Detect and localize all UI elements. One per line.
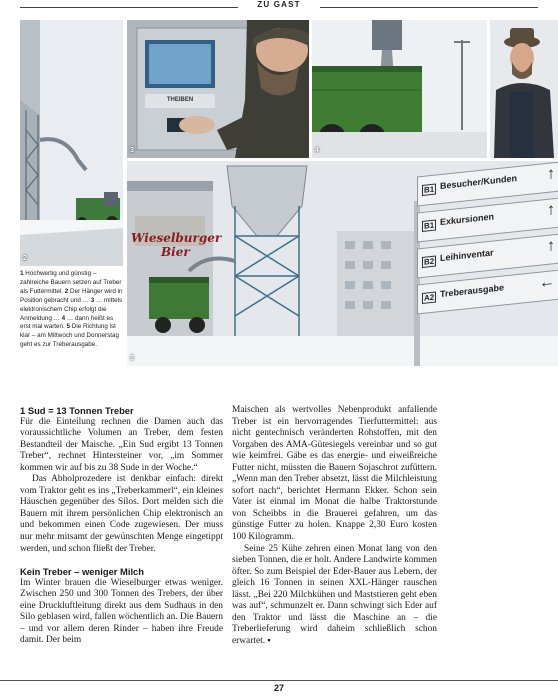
photo-number: 2 [23, 255, 27, 262]
photo-brewery-signs [127, 161, 558, 366]
brewery-brand-line2: Bier [161, 245, 190, 259]
caption-text: … dann heißt es erst mal warten. [20, 314, 114, 331]
section-label: ZU GAST [257, 0, 301, 9]
caption-text: Hochwertig und günstig – zahlreiche Bauern setzen auf Treber als Futtermittel. [20, 270, 122, 295]
article-column-right [232, 405, 437, 647]
arrow-up-icon: ↑ [547, 237, 555, 255]
photo-chip-terminal [127, 20, 309, 158]
photo-caption [20, 270, 123, 350]
sign-text: Treberausgabe [440, 282, 505, 300]
caption-text: Die Richtung ist klar – am Mittwoch und Donnerstag geht es zur Treberausgabe. [20, 323, 120, 349]
photo-number: 4 [315, 147, 319, 154]
caption-text: … mittels elektronischem Chip erfolgt die Anmeldung … [20, 296, 123, 322]
photo-trailer-filling [312, 20, 487, 158]
arrow-up-icon: ↑ [547, 201, 555, 219]
brewery-wall-logo [131, 231, 222, 259]
photo-number: 5 [130, 355, 134, 362]
sign-code: A2 [424, 292, 435, 303]
photo-silo-pipe [20, 20, 123, 266]
direction-sign-board [417, 161, 558, 321]
sign-code: B1 [424, 220, 435, 231]
subheading: Kein Treber – weniger Milch [20, 566, 144, 578]
arrow-left-icon: ← [539, 273, 555, 292]
caption-text: Der Hänger wird in Position gebracht und … [20, 287, 123, 304]
paragraph: Seine 25 Kühe zehren einen Monat lang von den sieben Tonnen, die er holt. Andere Landwirte kommen öfter. So zum Beispiel der Eder-Bauer aus Lebern, der gleich 16 Tonnen in seinen XXL-Hänger rauschen lässt. „Bei 220 Milchkühen und Maststieren geht eben was auf“, schmunzelt er. Dann schwingt sich Eder auf den Traktor und lässt die Maschine an – die Treberlieferung wird daheim schließlich schon erwartet. ▪ [232, 543, 437, 646]
sign-text: Besucher/Kunden [440, 173, 518, 192]
caption-num: 2 [64, 287, 69, 295]
caption-num: 3 [90, 296, 95, 304]
arrow-up-icon: ↑ [547, 165, 555, 183]
paragraph: Das Abholprozedere ist denkbar einfach: direkt vom Traktor geht es ins „Treberkammerl“, ein kleines Häuschen gegenüber des Silos. Dort melden sich die Bauern mit ihrem persönlichen Chip elektronisch an und bekommen einen Code zugewiesen. Der muss nur mehr mitsamt der gewünschten Menge eingetippt werden, und schon fließt der Treber. [20, 474, 223, 554]
caption-num: 5 [66, 323, 71, 331]
brewery-brand-line1: Wieselburger [131, 231, 222, 245]
subheading: 1 Sud = 13 Tonnen Treber [20, 405, 134, 416]
sign-code: B2 [424, 256, 435, 267]
photo-farmer-portrait [490, 20, 558, 158]
sign-text: Exkursionen [440, 211, 495, 228]
page-number: 27 [273, 683, 284, 693]
paragraph: Maischen als wertvolles Nebenprodukt anfallende Treber ist ein hervorragendes Tierfuttermittel: aus nicht gentechnisch veränderten Rohstoffen, mit den Vorgaben des AMA-Gütesiegels vereinbar und so gut wie keimfrei. Gäbe es das energie- und eiweißreiche Futter nicht, müssten die Bauern Sojaschrot zufüttern. „Wenn man den Treber absetzt, lässt die Milchleistung sofort nach“, berichtet Hermann Ekker. Schon sein Vater ist einmal im Monat die halbe Traktorstunde von Scheibbs in die Brauerei gefahren, um das günstige Futter zu holen. Knappe 2,30 Euro kosten 100 Kilogramm. [232, 405, 437, 543]
caption-num: 1 [20, 270, 24, 277]
caption-num: 4 [61, 314, 66, 322]
paragraph: Im Winter brauen die Wieselburger etwas weniger. Zwischen 250 und 300 Tonnen des Trebers, der über eine Druckluftleitung direkt aus dem Sudhaus in den Silo geblasen wird, fallen wöchentlich an. Die Bauern – und vor allem deren Rinder – haben ihre Freude damit. Der beim [20, 577, 223, 646]
paragraph: Für die Einteilung rechnen die Damen auch das voraussichtliche Volumen an Treber, dem festen Bestandteil der Maische. „Ein Sud ergibt 13 Tonnen Treber“, rechnet Hintersteiner vor, „im Sommer kommen wir auf bis zu 38 Sude in der Woche.“ [20, 416, 223, 473]
footer-rule [0, 680, 558, 681]
sign-text: Leihinventar [440, 247, 494, 264]
photo-number: 3 [130, 147, 134, 154]
article-column-left [20, 405, 223, 647]
terminal-brand-sign: THEIBEN [166, 97, 194, 103]
sign-code: B1 [424, 184, 435, 195]
